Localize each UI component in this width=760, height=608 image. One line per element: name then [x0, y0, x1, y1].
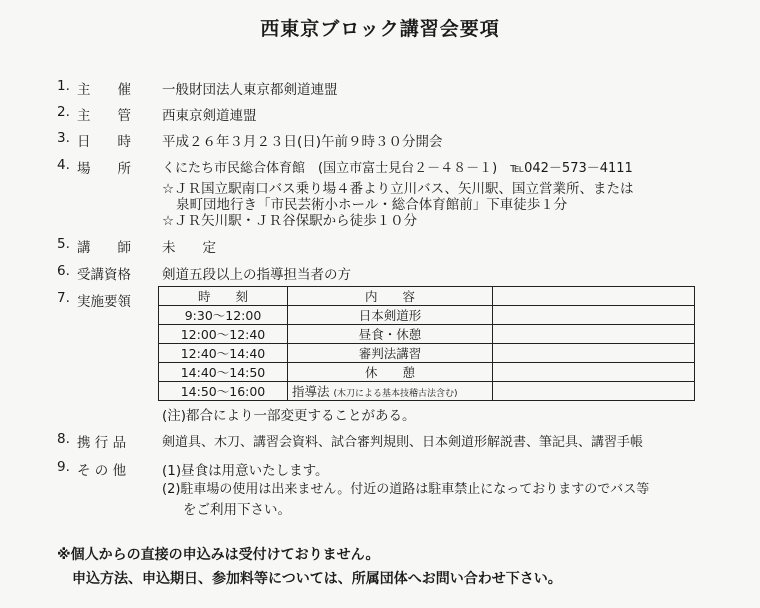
item-value-venue: くにたち市民総合体育館 (国立市富士見台２－４８－１) ℡042－573－4111 [162, 161, 633, 176]
item-number: 5. [57, 236, 70, 252]
row-content: 日本剣道形 [288, 306, 493, 325]
schedule-footnote: (注)都合により一部変更することがある。 [162, 408, 416, 424]
item-number: 7. [57, 290, 70, 306]
row-time: 12:00～12:40 [159, 325, 288, 344]
item-label-venue: 場 所 [77, 161, 131, 177]
table-row [159, 306, 695, 325]
item-label-other: そ の 他 [77, 463, 127, 479]
document-title: 西東京ブロック講習会要項 [260, 18, 500, 40]
footer-notice-2: 申込方法、申込期日、参加料等については、所属団体へお問い合わせ下さい。 [72, 571, 562, 587]
item-number: 8. [57, 431, 70, 447]
access-line-2: 泉町団地行き「市民芸術小ホール・総合体育館前」下車徒歩１分 [176, 197, 568, 213]
item-number: 1. [57, 78, 70, 94]
footer-notice-1: ※個人からの直接の申込みは受付けておりません。 [57, 547, 380, 563]
other-line-1: (1)昼食は用意いたします。 [162, 463, 329, 479]
row-time: 14:50～16:00 [159, 382, 288, 401]
item-number: 4. [57, 157, 70, 173]
row-content: 昼食・休憩 [288, 325, 493, 344]
item-value-lecturer: 未 定 [162, 240, 216, 256]
item-number: 3. [57, 130, 70, 146]
item-number: 9. [57, 459, 70, 475]
schedule-table [158, 286, 695, 401]
row-blank [493, 363, 695, 382]
table-row [159, 363, 695, 382]
other-line-2: (2)駐車場の使用は出来ません。付近の道路は駐車禁止になっておりますのでバス等 [162, 482, 650, 497]
row-content-note: (木刀による基本技稽古法含む) [333, 389, 458, 399]
row-blank [493, 344, 695, 363]
row-content: 審判法講習 [288, 344, 493, 363]
header-time: 時 刻 [159, 287, 288, 306]
item-label-management: 主 管 [77, 108, 131, 124]
item-value-belongings: 剣道具、木刀、講習会資料、試合審判規則、日本剣道形解説書、筆記具、講習手帳 [162, 435, 644, 450]
row-blank [493, 382, 695, 401]
table-header-row [159, 287, 695, 306]
item-label-belongings: 携 行 品 [77, 435, 127, 451]
item-value-management: 西東京剣道連盟 [162, 108, 257, 124]
item-number: 6. [57, 263, 70, 279]
row-blank [493, 306, 695, 325]
item-label-eligibility: 受講資格 [77, 267, 131, 283]
row-time: 14:40～14:50 [159, 363, 288, 382]
item-value-datetime: 平成２６年３月２３日(日)午前９時３０分開会 [162, 134, 443, 150]
row-content [288, 382, 493, 401]
header-content: 内 容 [288, 287, 493, 306]
header-blank [493, 287, 695, 306]
table-row [159, 344, 695, 363]
row-content: 休 憩 [288, 363, 493, 382]
row-blank [493, 325, 695, 344]
access-line-3: ☆ＪＲ矢川駅・ＪＲ谷保駅から徒歩１０分 [162, 213, 418, 229]
item-label-lecturer: 講 師 [77, 240, 131, 256]
row-time: 12:40～14:40 [159, 344, 288, 363]
item-value-eligibility: 剣道五段以上の指導担当者の方 [162, 267, 351, 283]
row-content-main: 指導法 [292, 384, 330, 399]
item-label-organizer: 主 催 [77, 82, 131, 98]
item-number: 2. [57, 104, 70, 120]
item-label-datetime: 日 時 [77, 134, 131, 150]
row-time: 9:30～12:00 [159, 306, 288, 325]
item-value-organizer: 一般財団法人東京都剣道連盟 [162, 82, 338, 98]
table-row [159, 325, 695, 344]
other-line-3: をご利用下さい。 [183, 502, 291, 518]
table-row [159, 382, 695, 401]
item-label-procedure: 実施要領 [77, 294, 131, 310]
access-line-1: ☆ＪＲ国立駅南口バス乗り場４番より立川バス、矢川駅、国立営業所、または [162, 181, 634, 197]
